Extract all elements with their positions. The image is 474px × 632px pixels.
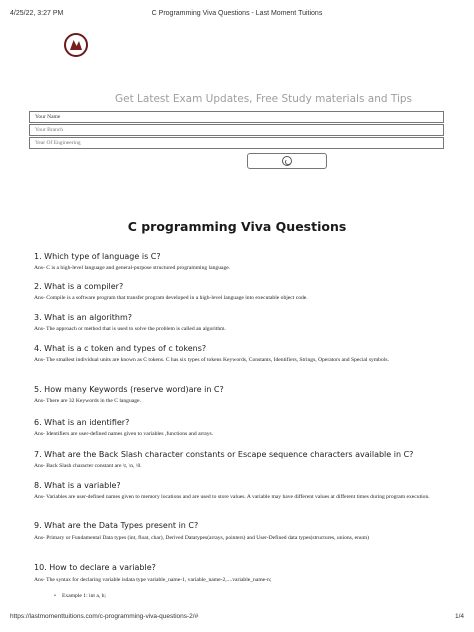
name-field[interactable]: Your Name <box>29 111 444 123</box>
answer-3: Ans- The approach or method that is used to solve the problem is called an algorithm. <box>34 326 226 332</box>
example-item: • Example 1: int a, b; <box>62 593 106 599</box>
answer-9: Ans- Primary or Fundamental Data types (int, float, char), Derived Datatypes(arrays, pointers) and User-Defined data types(structures, unions, enum) <box>34 535 369 541</box>
question-1: 1. Which type of language is C? <box>34 252 161 261</box>
tagline: Get Latest Exam Updates, Free Study materials and Tips <box>115 93 412 105</box>
branch-field[interactable]: Your Branch <box>29 124 444 136</box>
question-9: 9. What are the Data Types present in C? <box>34 521 199 530</box>
footer-url: https://lastmomenttuitions.com/c-programming-viva-questions-2/# <box>10 613 199 620</box>
site-logo-icon[interactable] <box>64 33 88 57</box>
question-4: 4. What is a c token and types of c tokens? <box>34 344 207 353</box>
answer-2: Ans- Compile is a software program that transfer program developed in a high-level language into executable object code. <box>34 295 308 301</box>
answer-6: Ans- Identifiers are user-defined names given to variables ,functions and arrays. <box>34 431 214 437</box>
answer-10: Ans- The syntax for declaring variable isdata type variable_name-1, variable_name-2,....variable_name-n; <box>34 577 272 583</box>
whatsapp-icon <box>282 156 292 166</box>
print-page-title: C Programming Viva Questions - Last Moment Tuitions <box>151 10 323 17</box>
answer-8: Ans- Variables are user-defined names given to memory locations and are used to store values. A variable may have different values at different times during program execution. <box>34 494 430 500</box>
question-6: 6. What is an identifier? <box>34 418 130 427</box>
question-8: 8. What is a variable? <box>34 481 121 490</box>
whatsapp-button[interactable] <box>247 153 327 169</box>
question-2: 2. What is a compiler? <box>34 282 124 291</box>
answer-5: Ans- There are 32 Keywords in the C language. <box>34 398 141 404</box>
question-5: 5. How many Keywords (reserve word)are in C? <box>34 385 224 394</box>
answer-7: Ans- Back Slash character constant are \t, \n, \0. <box>34 463 142 469</box>
year-field[interactable]: Year Of Engineering <box>29 137 444 149</box>
answer-1: Ans- C is a high-level language and general-purpose structured programming language. <box>34 265 231 271</box>
question-3: 3. What is an algorithm? <box>34 313 133 322</box>
page-title: C programming Viva Questions <box>127 219 347 234</box>
page-number: 1/4 <box>454 613 464 620</box>
print-datetime: 4/25/22, 3:27 PM <box>10 10 64 17</box>
question-10: 10. How to declare a variable? <box>34 563 156 572</box>
answer-4: Ans- The smallest individual units are known as C tokens. C has six types of tokens Keywords, Constants, Identifiers, Strings, Operators and Special symbols. <box>34 357 389 363</box>
question-7: 7. What are the Back Slash character constants or Escape sequence characters available in C? <box>34 450 414 459</box>
